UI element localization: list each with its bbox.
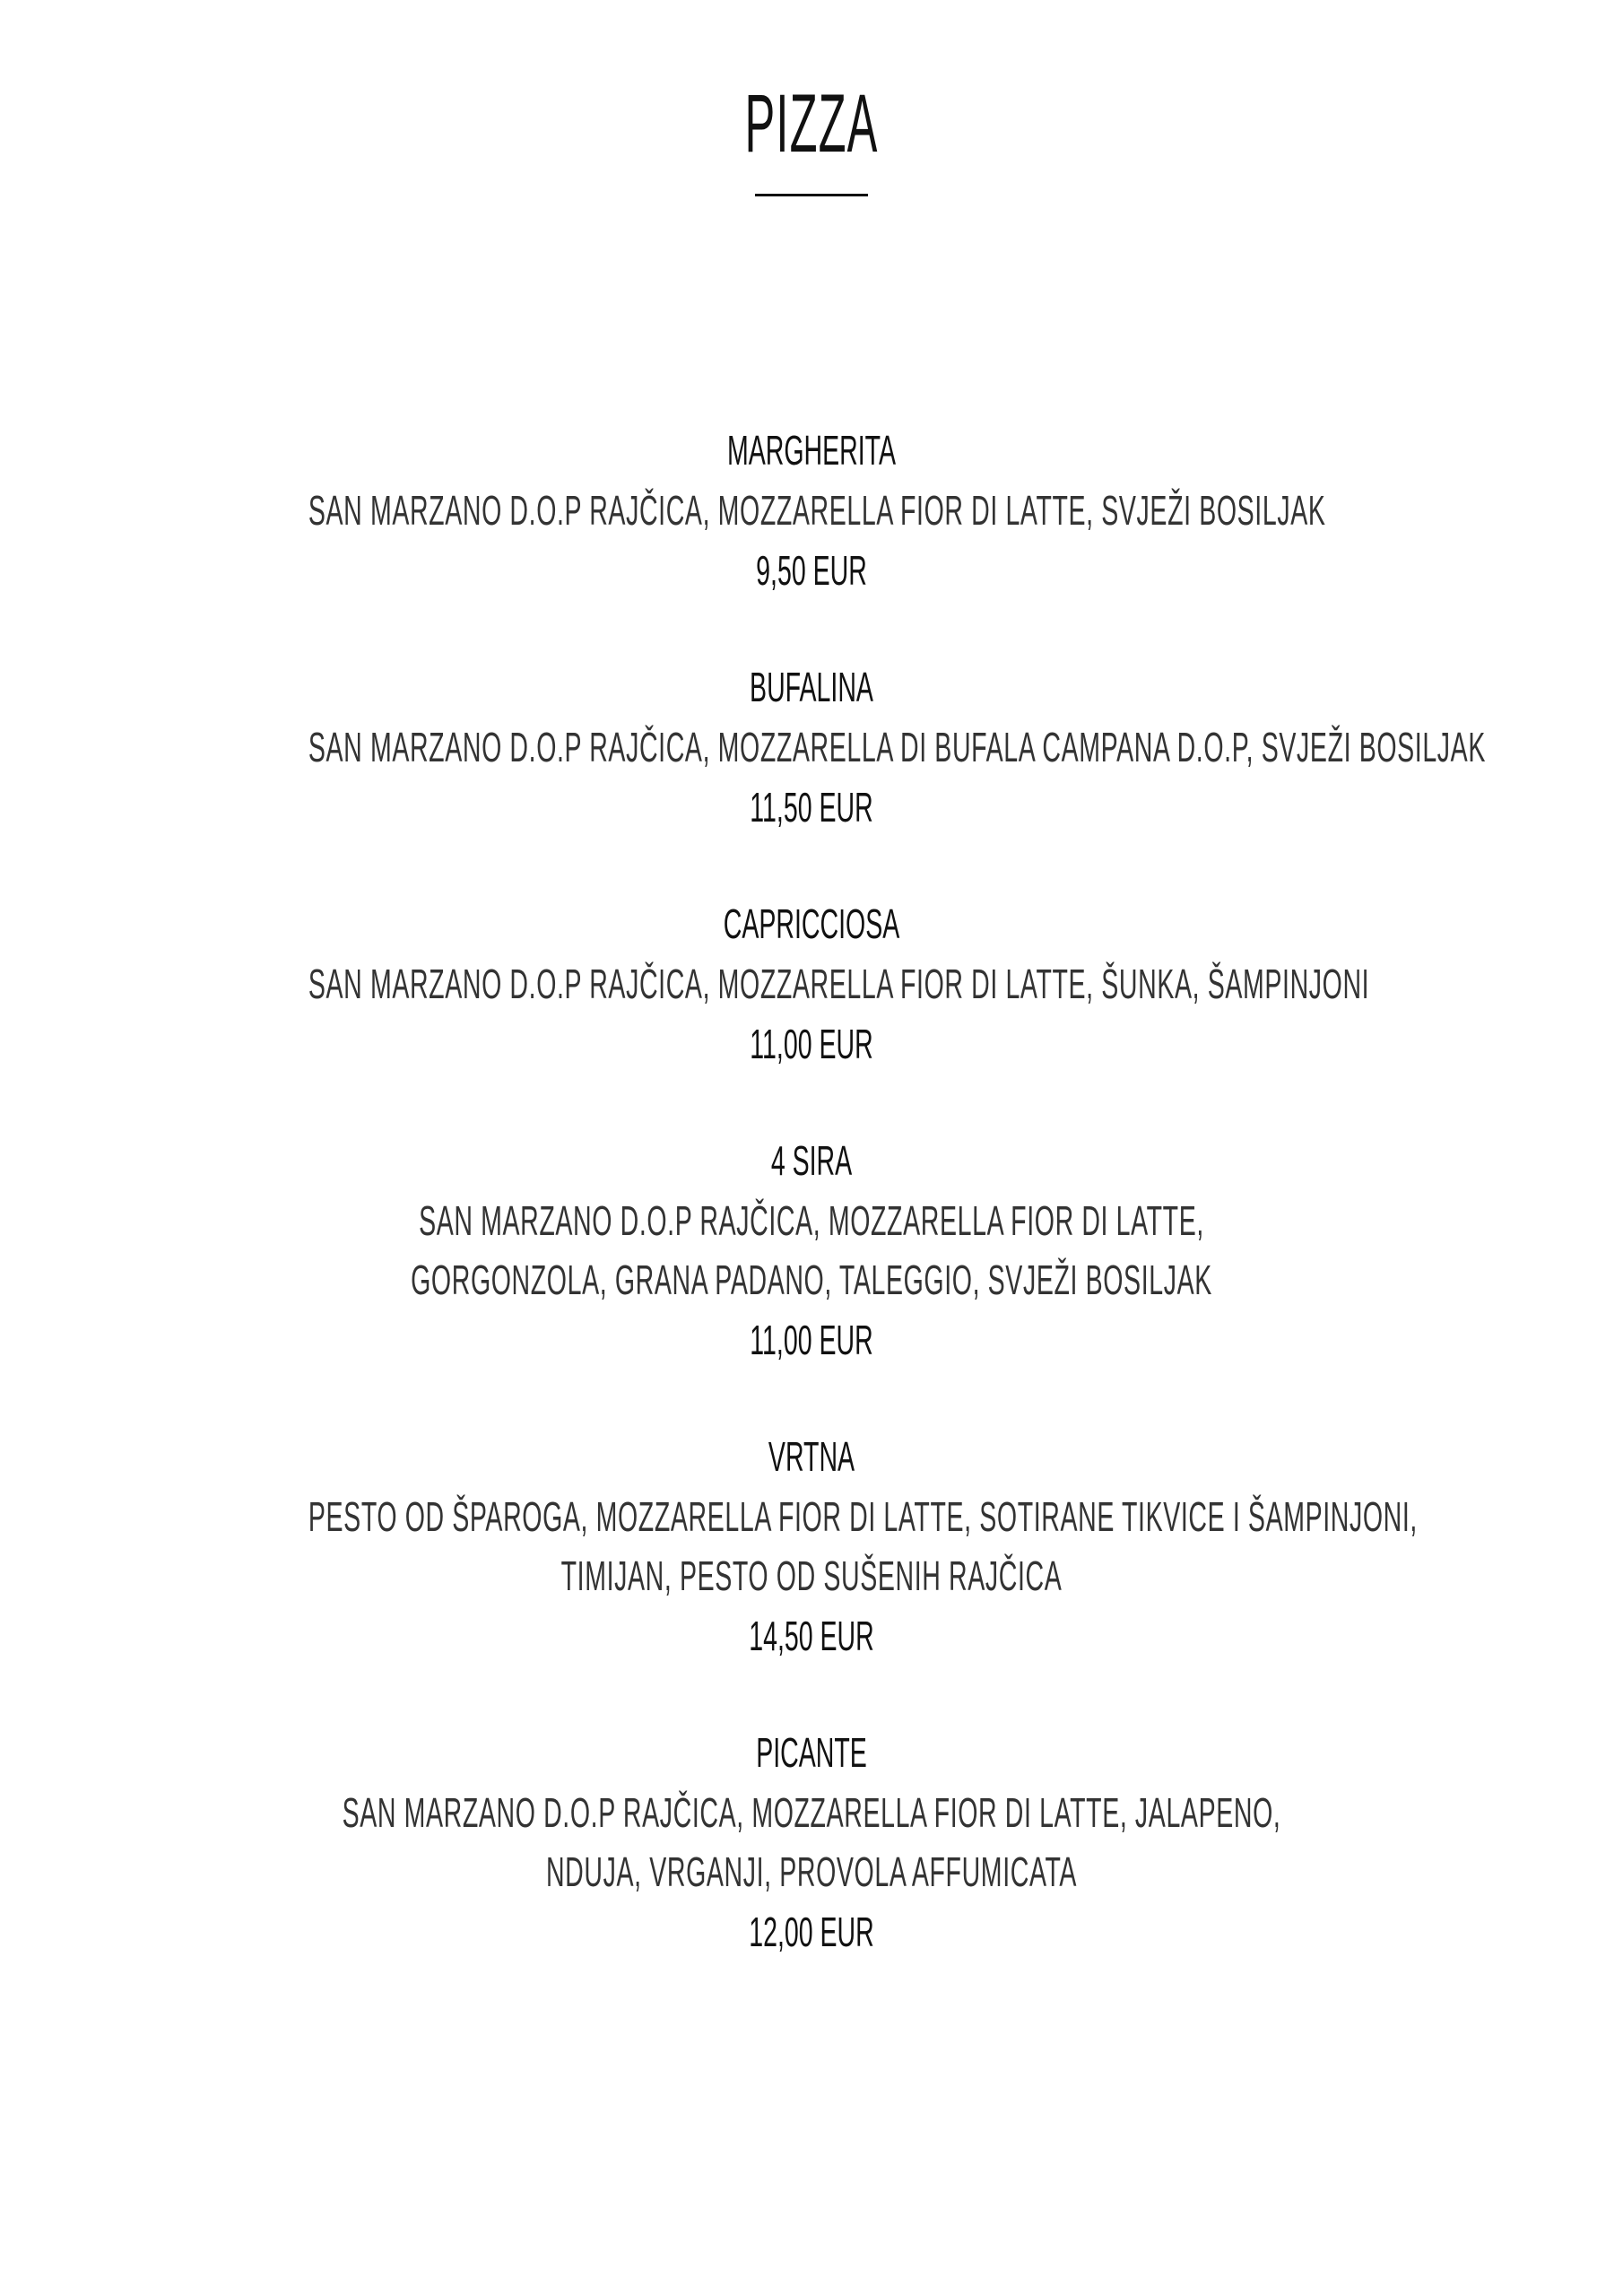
pizza-ingredients: SAN MARZANO D.O.P RAJČICA, MOZZARELLA DI BUFALA CAMPANA D.O.P, SVJEŽI BOSILJAK	[308, 724, 1486, 770]
pizza-ingredients: NDUJA, VRGANJI, PROVOLA AFFUMICATA	[545, 1848, 1078, 1895]
pizza-price: 9,50 EUR	[756, 547, 867, 594]
pizza-ingredients: TIMIJAN, PESTO OD SUŠENIH RAJČICA	[560, 1552, 1063, 1599]
pizza-name: VRTNA	[768, 1433, 855, 1480]
pizza-name: BUFALINA	[750, 664, 873, 710]
pizza-ingredients: PESTO OD ŠPAROGA, MOZZARELLA FIOR DI LATTE, SOTIRANE TIKVICE I ŠAMPINJONI,	[308, 1493, 1418, 1540]
pizza-price: 11,00 EUR	[750, 1021, 873, 1067]
pizza-list	[0, 420, 1623, 2018]
pizza-price: 14,50 EUR	[749, 1613, 874, 1659]
title-underline	[755, 194, 868, 196]
list-item	[0, 1426, 1623, 1666]
pizza-name: 4 SIRA	[770, 1137, 853, 1184]
pizza-ingredients: SAN MARZANO D.O.P RAJČICA, MOZZARELLA FIOR DI LATTE,	[419, 1197, 1204, 1244]
pizza-name: CAPRICCIOSA	[723, 900, 900, 947]
list-item	[0, 657, 1623, 838]
pizza-ingredients: SAN MARZANO D.O.P RAJČICA, MOZZARELLA FIOR DI LATTE, SVJEŽI BOSILJAK	[308, 487, 1326, 534]
list-item	[0, 1722, 1623, 1962]
pizza-price: 12,00 EUR	[749, 1909, 874, 1955]
menu-title: PIZZA	[744, 78, 879, 170]
pizza-price: 11,50 EUR	[750, 784, 873, 831]
pizza-ingredients: SAN MARZANO D.O.P RAJČICA, MOZZARELLA FIOR DI LATTE, ŠUNKA, ŠAMPINJONI	[308, 961, 1370, 1007]
list-item	[0, 893, 1623, 1074]
pizza-ingredients: SAN MARZANO D.O.P RAJČICA, MOZZARELLA FIOR DI LATTE, JALAPENO,	[342, 1789, 1281, 1836]
pizza-price: 11,00 EUR	[750, 1317, 873, 1363]
pizza-ingredients: GORGONZOLA, GRANA PADANO, TALEGGIO, SVJEŽI BOSILJAK	[411, 1257, 1212, 1303]
list-item	[0, 420, 1623, 601]
pizza-name: MARGHERITA	[726, 427, 897, 474]
pizza-name: PICANTE	[756, 1729, 867, 1776]
list-item	[0, 1130, 1623, 1370]
